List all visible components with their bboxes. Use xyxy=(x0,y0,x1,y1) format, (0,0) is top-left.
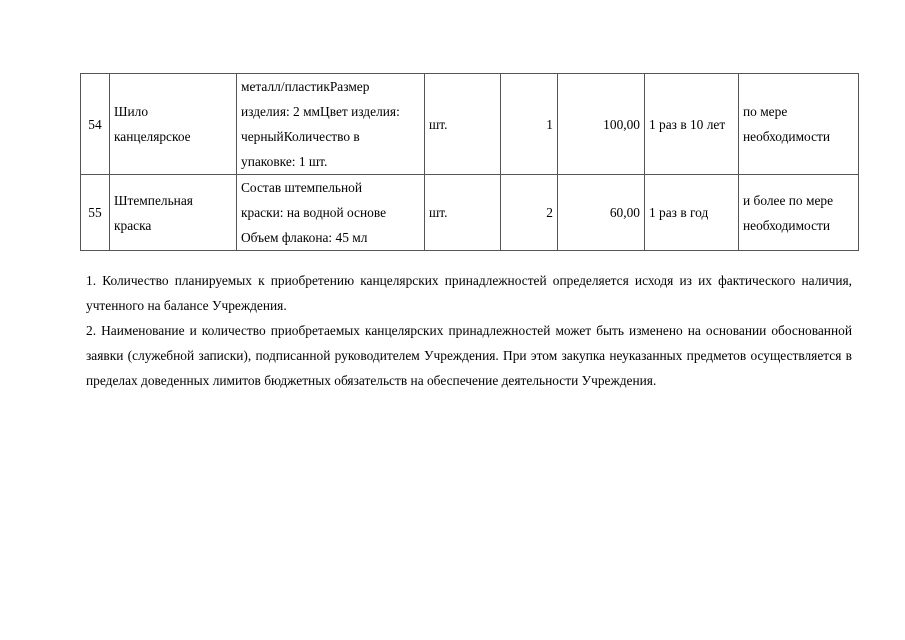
description-line: Объем флакона: 45 мл xyxy=(241,230,368,245)
description-line: упаковке: 1 шт. xyxy=(241,154,328,169)
description-line: металл/пластикРазмер xyxy=(241,79,370,94)
item-note xyxy=(739,74,859,175)
item-frequency: 1 раз в 10 лет xyxy=(645,74,739,175)
item-description xyxy=(237,175,425,251)
footnotes xyxy=(86,268,852,393)
item-unit: шт. xyxy=(425,74,501,175)
item-price: 100,00 xyxy=(558,74,645,175)
footnote-2: 2. Наименование и количество приобретаемых канцелярских принадлежностей может быть изменено на основании обоснованной заявки (служебной записки), подписанной руководителем Учреждения. При этом закупка неуказанных предметов осуществляется в пределах доведенных лимитов бюджетных обязательств на обеспечение деятельности Учреждения. xyxy=(86,323,852,388)
item-price: 60,00 xyxy=(558,175,645,251)
item-description xyxy=(237,74,425,175)
row-number: 54 xyxy=(81,74,110,175)
note-line: необходимости xyxy=(743,217,831,233)
item-name xyxy=(110,74,237,175)
item-name-line: Шило xyxy=(114,104,149,119)
row-number: 55 xyxy=(81,175,110,251)
description-line: изделия: 2 ммЦвет изделия: xyxy=(241,104,400,119)
item-unit: шт. xyxy=(425,175,501,251)
item-name-line: канцелярское xyxy=(114,129,191,144)
item-frequency: 1 раз в год xyxy=(645,175,739,251)
supplies-table xyxy=(80,73,859,251)
item-quantity: 2 xyxy=(501,175,558,251)
note-line: необходимости xyxy=(743,129,831,144)
table-row xyxy=(81,74,859,175)
item-name-line: Штемпельная xyxy=(114,192,193,208)
description-line: черныйКоличество в xyxy=(241,129,360,144)
note-line: и более по мере xyxy=(743,192,834,208)
note-line: по мере xyxy=(743,104,788,119)
footnote-1: 1. Количество планируемых к приобретению канцелярских принадлежностей определяется исходя из их фактического наличия, учтенного на балансе Учреждения. xyxy=(86,273,852,313)
description-line: Состав штемпельной xyxy=(241,180,363,195)
item-name xyxy=(110,175,237,251)
item-name-line: краска xyxy=(114,217,152,233)
item-quantity: 1 xyxy=(501,74,558,175)
description-line: краски: на водной основе xyxy=(241,205,387,220)
table-row xyxy=(81,175,859,251)
item-note xyxy=(739,175,859,251)
